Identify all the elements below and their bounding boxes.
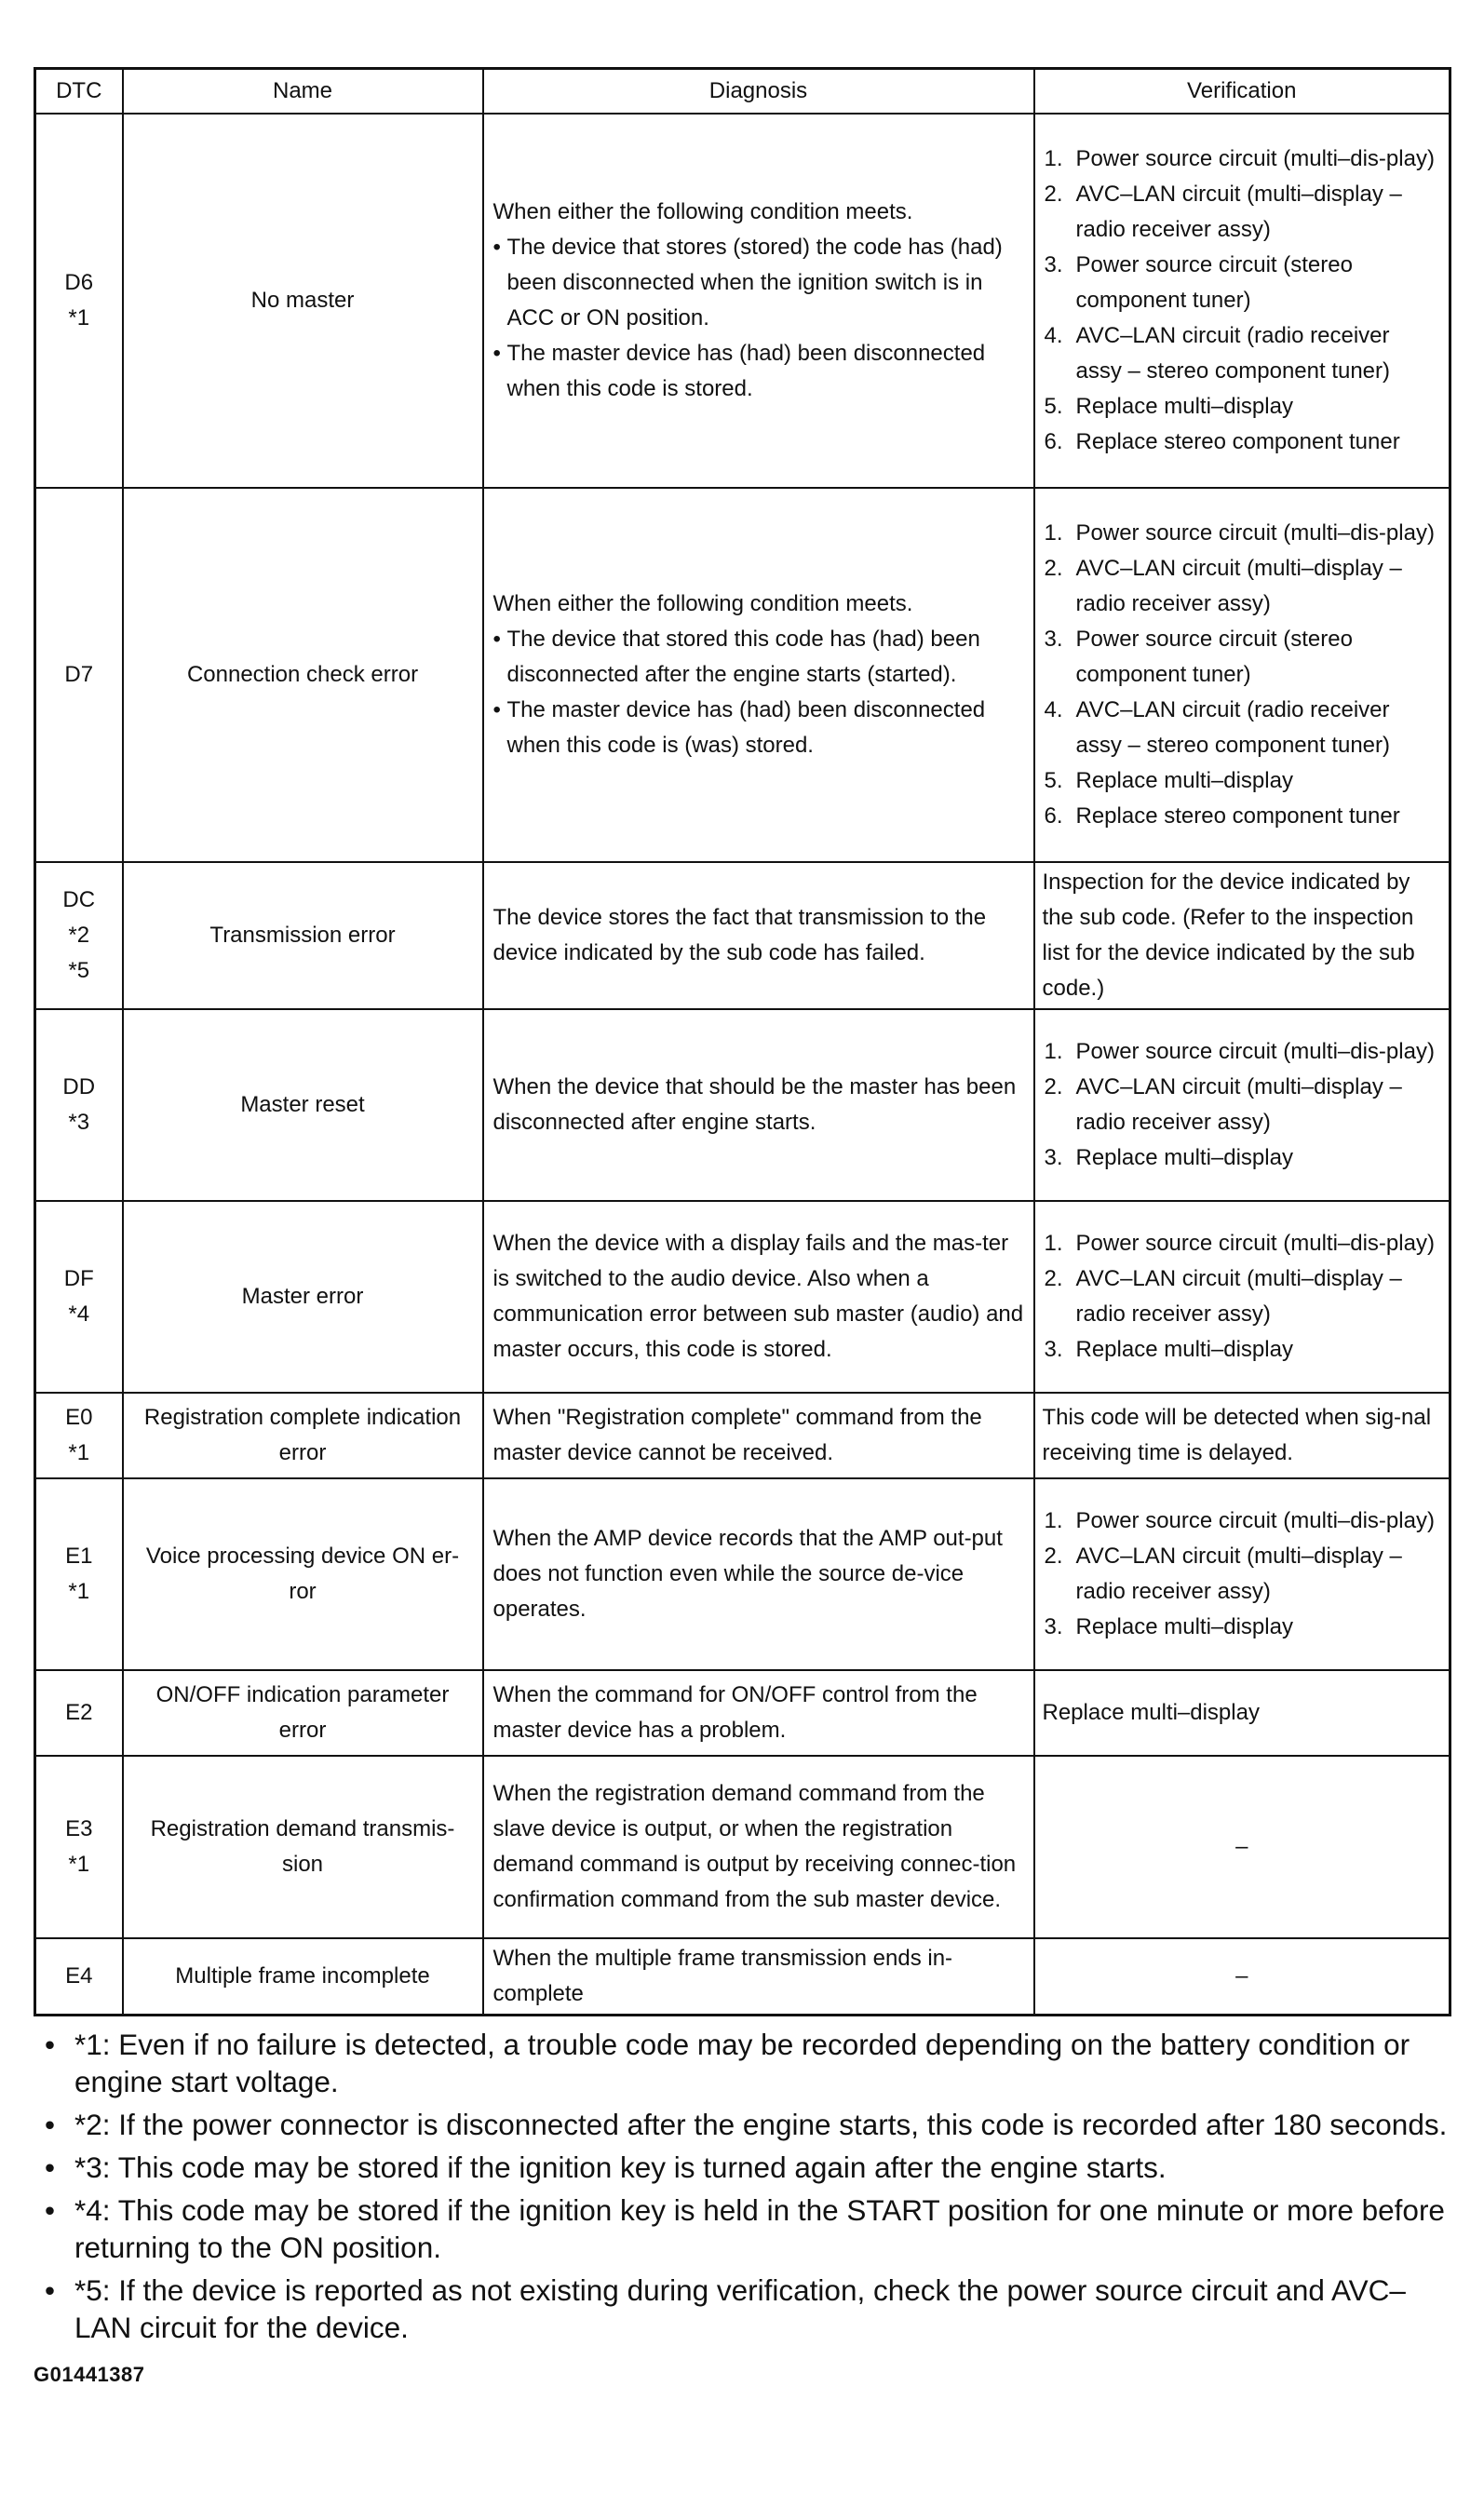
footnote: • *4: This code may be stored if the ignition key is held in the START position for one minute or more before returning to the ON position. [34,2191,1449,2266]
table-row [35,1670,1450,1756]
dtc-code-line: *5 [68,958,90,983]
dtc-code-line: E2 [65,1700,93,1725]
table-row [35,1393,1450,1478]
verification-cell [1034,1201,1450,1393]
diagnosis-cell [483,1756,1034,1938]
dtc-code-cell [35,862,123,1009]
verification-steps [1043,1034,1442,1176]
verification-step: 2. AVC–LAN circuit (multi–display – radio receiver assy) [1043,551,1442,622]
header-name: Name [123,69,483,115]
dtc-name-cell: Registration demand transmis-sion [123,1756,483,1938]
header-dtc: DTC [35,69,123,115]
table-header-row [35,69,1450,115]
verification-step: 1. Power source circuit (multi–dis-play) [1043,1503,1442,1539]
dtc-code-cell [35,1478,123,1670]
diagnosis-bullets [493,622,1024,763]
diagnosis-cell [483,862,1034,1009]
dtc-code-line: *1 [68,1440,90,1465]
diagnosis-text: When the AMP device records that the AMP out-put does not function even while the source de-vice operates. [492,1526,1003,1622]
diagnosis-text: When "Registration complete" command from the master device cannot be received. [492,1405,982,1465]
dtc-code-line: DD [62,1074,96,1099]
document-page [34,67,1449,2387]
dtc-code-line: DF [63,1266,94,1291]
table-row [35,1756,1450,1938]
verification-steps [1043,1226,1442,1368]
verification-cell [1034,1009,1450,1201]
verification-text: Inspection for the device indicated by the sub code. (Refer to the inspection list for the device indicated by the sub code.) [1042,870,1415,1001]
verification-step: 2. AVC–LAN circuit (multi–display – radio receiver assy) [1043,1070,1442,1140]
diagnosis-intro: When either the following condition meets. [492,591,913,616]
dtc-code-line: D6 [64,270,94,295]
verification-text: – [1235,1834,1248,1859]
verification-step: 3. Replace multi–display [1043,1332,1442,1368]
table-row [35,1478,1450,1670]
verification-steps [1043,1503,1442,1645]
diagnosis-text: When the device with a display fails and the mas-ter is switched to the audio device. Also when a communication error between sub master (audio) and master occurs, this code is stored. [492,1231,1024,1362]
dtc-name-cell: Registration complete indication error [123,1393,483,1478]
dtc-code-line: E1 [65,1544,93,1569]
diagnosis-text: The device stores the fact that transmission to the device indicated by the sub code has failed. [492,905,987,965]
dtc-code-cell [35,1201,123,1393]
footnotes [34,2026,1449,2346]
dtc-code-line: E0 [65,1405,93,1430]
dtc-code-cell [35,1393,123,1478]
diagnosis-bullet: • The master device has (had) been disconnected when this code is stored. [493,336,1024,407]
dtc-name-cell: Voice processing device ON er-ror [123,1478,483,1670]
dtc-name-cell: Master reset [123,1009,483,1201]
dtc-code-line: E4 [65,1963,93,1989]
dtc-code-cell [35,1756,123,1938]
verification-step: 3. Replace multi–display [1043,1140,1442,1176]
diagnosis-cell [483,488,1034,862]
dtc-code-cell [35,1009,123,1201]
diagnosis-cell [483,1009,1034,1201]
diagnosis-text: When the command for ON/OFF control from the master device has a problem. [492,1682,978,1743]
verification-step: 1. Power source circuit (multi–dis-play) [1043,1226,1442,1261]
verification-steps [1043,142,1442,460]
verification-step: 3. Power source circuit (stereo component tuner) [1043,248,1442,318]
dtc-name-cell: Master error [123,1201,483,1393]
diagnosis-bullet: • The master device has (had) been disconnected when this code is (was) stored. [493,693,1024,763]
dtc-code-line: *1 [68,1852,90,1877]
footnote: • *5: If the device is reported as not existing during verification, check the power source circuit and AVC–LAN circuit for the device. [34,2272,1449,2346]
verification-step: 1. Power source circuit (multi–dis-play) [1043,142,1442,177]
dtc-name-cell: Transmission error [123,862,483,1009]
verification-cell [1034,1478,1450,1670]
dtc-code-line: *1 [68,305,90,330]
table-row [35,488,1450,862]
verification-step: 2. AVC–LAN circuit (multi–display – radio receiver assy) [1043,1539,1442,1610]
verification-step: 3. Replace multi–display [1043,1610,1442,1645]
verification-text: Replace multi–display [1042,1700,1260,1725]
diagnosis-bullet: • The device that stores (stored) the code has (had) been disconnected when the ignition switch is in ACC or ON position. [493,230,1024,336]
verification-step: 5. Replace multi–display [1043,763,1442,799]
dtc-code-line: DC [62,887,96,912]
verification-step: 3. Power source circuit (stereo component tuner) [1043,622,1442,693]
figure-id: G01441387 [34,2363,145,2386]
diagnosis-bullet: • The device that stored this code has (had) been disconnected after the engine starts (started). [493,622,1024,693]
table-row [35,114,1450,488]
verification-step: 4. AVC–LAN circuit (radio receiver assy – stereo component tuner) [1043,693,1442,763]
dtc-name-cell: ON/OFF indication parameter error [123,1670,483,1756]
verification-cell [1034,1393,1450,1478]
dtc-name-cell: Multiple frame incomplete [123,1938,483,2016]
verification-steps [1043,516,1442,834]
verification-text: – [1235,1963,1248,1989]
diagnosis-text: When the multiple frame transmission ends in-complete [492,1946,953,2006]
dtc-code-cell [35,1938,123,2016]
verification-cell [1034,1756,1450,1938]
verification-step: 6. Replace stereo component tuner [1043,425,1442,460]
dtc-code-line: *1 [68,1579,90,1604]
footnote: • *1: Even if no failure is detected, a trouble code may be recorded depending on the battery condition or engine start voltage. [34,2026,1449,2100]
table-row [35,862,1450,1009]
diagnosis-intro: When either the following condition meets. [492,199,913,224]
dtc-code-cell [35,114,123,488]
verification-step: 4. AVC–LAN circuit (radio receiver assy – stereo component tuner) [1043,318,1442,389]
verification-cell [1034,488,1450,862]
diagnosis-cell [483,1478,1034,1670]
verification-step: 1. Power source circuit (multi–dis-play) [1043,1034,1442,1070]
verification-step: 2. AVC–LAN circuit (multi–display – radio receiver assy) [1043,177,1442,248]
dtc-code-line: D7 [64,662,94,687]
verification-cell [1034,1670,1450,1756]
verification-text: This code will be detected when sig-nal receiving time is delayed. [1042,1405,1432,1465]
verification-cell [1034,1938,1450,2016]
verification-step: 5. Replace multi–display [1043,389,1442,425]
verification-cell [1034,862,1450,1009]
diagnosis-cell [483,1938,1034,2016]
diagnosis-cell [483,1393,1034,1478]
diagnosis-text: When the device that should be the master has been disconnected after engine starts. [492,1074,1017,1135]
diagnosis-bullets [493,230,1024,407]
dtc-code-line: E3 [65,1816,93,1841]
diagnosis-cell [483,114,1034,488]
table-row [35,1938,1450,2016]
dtc-code-line: *3 [68,1110,90,1135]
verification-step: 1. Power source circuit (multi–dis-play) [1043,516,1442,551]
header-verification: Verification [1034,69,1450,115]
table-row [35,1009,1450,1201]
diagnosis-cell [483,1670,1034,1756]
dtc-code-cell [35,488,123,862]
dtc-code-line: *4 [68,1301,90,1327]
diagnosis-cell [483,1201,1034,1393]
verification-step: 6. Replace stereo component tuner [1043,799,1442,834]
header-diagnosis: Diagnosis [483,69,1034,115]
diagnosis-text: When the registration demand command from the slave device is output, or when the registration demand command is output by receiving connec-tion confirmation command from the sub master device. [492,1781,1017,1912]
verification-cell [1034,114,1450,488]
table-row [35,1201,1450,1393]
dtc-name-cell: Connection check error [123,488,483,862]
dtc-code-line: *2 [68,923,90,948]
dtc-table [34,67,1451,2016]
footnote: • *2: If the power connector is disconnected after the engine starts, this code is recorded after 180 seconds. [34,2106,1449,2143]
table-body [35,114,1450,2016]
dtc-code-cell [35,1670,123,1756]
dtc-name-cell: No master [123,114,483,488]
verification-step: 2. AVC–LAN circuit (multi–display – radio receiver assy) [1043,1261,1442,1332]
footnote: • *3: This code may be stored if the ignition key is turned again after the engine starts. [34,2149,1449,2186]
